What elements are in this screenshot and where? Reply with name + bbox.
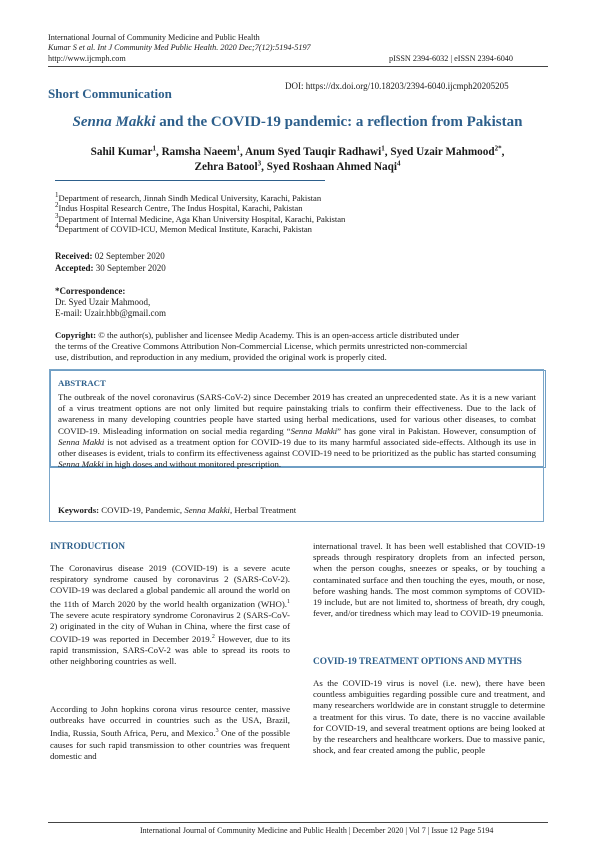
author: Anum Syed Tauqir Radhawi [244, 146, 382, 158]
keywords [58, 505, 536, 516]
author: Ramsha Naeem [161, 146, 237, 158]
article-title [0, 114, 595, 131]
affiliation-item [55, 224, 345, 234]
footer-divider [48, 822, 548, 823]
journal-website[interactable]: http://www.ijcmph.com [48, 54, 126, 63]
author: Syed Roshaan Ahmed Naqi [266, 161, 397, 173]
correspondence-email[interactable]: E-mail: Uzair.hbb@gmail.com [55, 308, 167, 318]
dates [55, 251, 166, 274]
author-sup: 1 [152, 144, 156, 153]
affiliation-text: Department of COVID-ICU, Memon Medical Institute, Karachi, Pakistan [58, 224, 312, 235]
doi[interactable]: DOI: https://dx.doi.org/10.18203/2394-6040.ijcmph20205205 [285, 81, 509, 91]
author-sup: 3 [257, 159, 262, 168]
keywords-text: COVID-19, Pandemic, Senna Makki, Herbal Treatment [99, 505, 297, 515]
abstract-body: The outbreak of the novel coronavirus (SARS-CoV-2) since December 2019 has created an unprecedented state. As it is a new variant of a virus treatment options are not only limited but require painstaking trials to confirm their effectiveness. Due to the lack of awareness in many developing countries people have started using herbal medications, used for various other diseases, to combat COVID-19. Misleading information on social media regarding “Senna Makki” has gone viral in Pakistan. However, consumption of Senna Makki is not advised as a treatment option for COVID-19 due to its many harmful associated side-effects. Although its use in other diseases is evident, trials to confirm its effectiveness against COVID-19 need to be prioritized as the public has started consuming Senna Makki in high doses and without monitored prescription. [58, 392, 536, 470]
author-sup: 4 [396, 159, 401, 168]
title-italic: Senna Makki [72, 114, 156, 130]
accepted-label: Accepted: [55, 262, 94, 273]
author: Sahil Kumar [90, 146, 153, 158]
copyright [55, 330, 545, 363]
abstract-heading: ABSTRACT [58, 378, 106, 388]
right-paragraph-1: international travel. It has been well established that COVID-19 spreads through respiratory droplets from an infected person, when the person coughs, sneezes or speaks, or by touching a contaminated surface and then touching the eyes, mouth, or nose, before washing hands. The most common symptoms of COVID-19 include, but are not limited to, shortness of breath, dry cough, fever, and/or tiredness which may lead to COVID-19 pneumonia. [313, 541, 545, 619]
article-type: Short Communication [48, 86, 172, 101]
treatment-heading: COVID-19 TREATMENT OPTIONS AND MYTHS [313, 657, 522, 667]
received-line [55, 251, 166, 263]
journal-name: International Journal of Community Medicine and Public Health [48, 33, 260, 42]
affiliation-sup: 1 [55, 191, 59, 200]
affiliation-rule [55, 180, 325, 181]
author: Zehra Batool [194, 161, 258, 173]
affiliation-sup: 4 [55, 222, 59, 231]
keywords-label: Keywords: [58, 505, 100, 515]
affiliation-sup: 2 [55, 201, 59, 210]
authors-line-2: Zehra Batool$^3$, Syed Roshaan Ahmed Naqi$^4$ [194, 159, 401, 173]
author-sup: 1 [236, 144, 240, 153]
footer-text: International Journal of Community Medicine and Public Health | December 2020 | Vol 7 | Issue 12 Page 5194 [140, 826, 494, 835]
accepted-line [55, 263, 166, 275]
received-date: 02 September 2020 [92, 251, 165, 261]
header-divider [48, 66, 548, 67]
affiliations [55, 193, 345, 235]
affiliation-item [55, 211, 346, 224]
author-sup: 1 [381, 144, 385, 153]
authors-line-1: Sahil Kumar$^1$, Ramsha Naeem$^1$, Anum Syed Tauqir Radhawi$^1$, Syed Uzair Mahmood$^{2*}$, [90, 144, 505, 158]
correspondence [55, 286, 166, 319]
intro-paragraph-2: According to John hopkins corona virus resource center, massive outbreaks have occurred in countries such as the USA, Brazil, India, Russia, South Africa, Peru, and Mexico.$^3$ One of the possible causes for such rapid transmission to other countries was frequent domestic and [50, 704, 290, 761]
correspondence-label: *Correspondence: [55, 286, 126, 296]
right-paragraph-2: As the COVID-19 virus is novel (i.e. new), there have been countless ambiguities regarding possible cure and treatment, and many researchers worldwide are in constant struggle to determine a treatment for this virus. To date, there is no vaccine available for COVID-19, and several treatment options are being looked at by the researchers and healthcare workers. Due to massive panic, shock, and fear created among the public, people [313, 678, 545, 756]
title-rest: and the COVID-19 pandemic: a reflection from Pakistan [155, 114, 523, 130]
author: Syed Uzair Mahmood [390, 146, 495, 158]
copyright-line: © the author(s), publisher and licensee Medip Academy. This is an open-access article distributed under [96, 330, 460, 340]
copyright-line: the terms of the Creative Commons Attribution Non-Commercial License, which permits unrestricted non-commercial [55, 341, 468, 351]
affiliation-text: Department of research, Jinnah Sindh Medical University, Karachi, Pakistan [58, 193, 322, 203]
intro-heading: INTRODUCTION [50, 542, 126, 552]
author-sup: 2* [494, 144, 502, 153]
affiliation-sup: 3 [55, 211, 59, 220]
correspondence-name: Dr. Syed Uzair Mahmood, [55, 297, 151, 307]
affiliation-item [55, 203, 345, 213]
affiliation-item [55, 193, 345, 203]
copyright-line: use, distribution, and reproduction in any medium, provided the original work is properly cited. [55, 352, 387, 362]
received-label: Received: [55, 251, 93, 261]
abstract-text [58, 392, 536, 470]
issn: pISSN 2394-6032 | eISSN 2394-6040 [389, 54, 513, 63]
citation: Kumar S et al. Int J Community Med Public Health. 2020 Dec;7(12):5194-5197 [48, 43, 311, 52]
affiliation-text: Indus Hospital Research Centre, The Indus Hospital, Karachi, Pakistan [58, 203, 303, 214]
affiliation-text: Department of Internal Medicine, Aga Khan University Hospital, Karachi, Pakistan [58, 213, 346, 224]
accepted-date: 30 September 2020 [93, 262, 166, 273]
copyright-label: Copyright: [55, 330, 97, 340]
intro-paragraph-1: The Coronavirus disease 2019 (COVID-19) is a severe acute respiratory syndrome caused by coronavirus 2 (SARS-CoV-2). COVID-19 was declared a global pandemic all around the world on the 11th of March 2020 by the world health organization (WHO).$^1$ The severe acute respiratory syndrome Coronavirus 2 (SARS-CoV-2) originated in the city of Wuhan in China, where the first case of COVID-19 was reported in December 2019.$^2$ However, due to its rapid transmission, SARS-CoV-2 was able to spread its roots to other neighboring countries as well. [50, 563, 291, 667]
